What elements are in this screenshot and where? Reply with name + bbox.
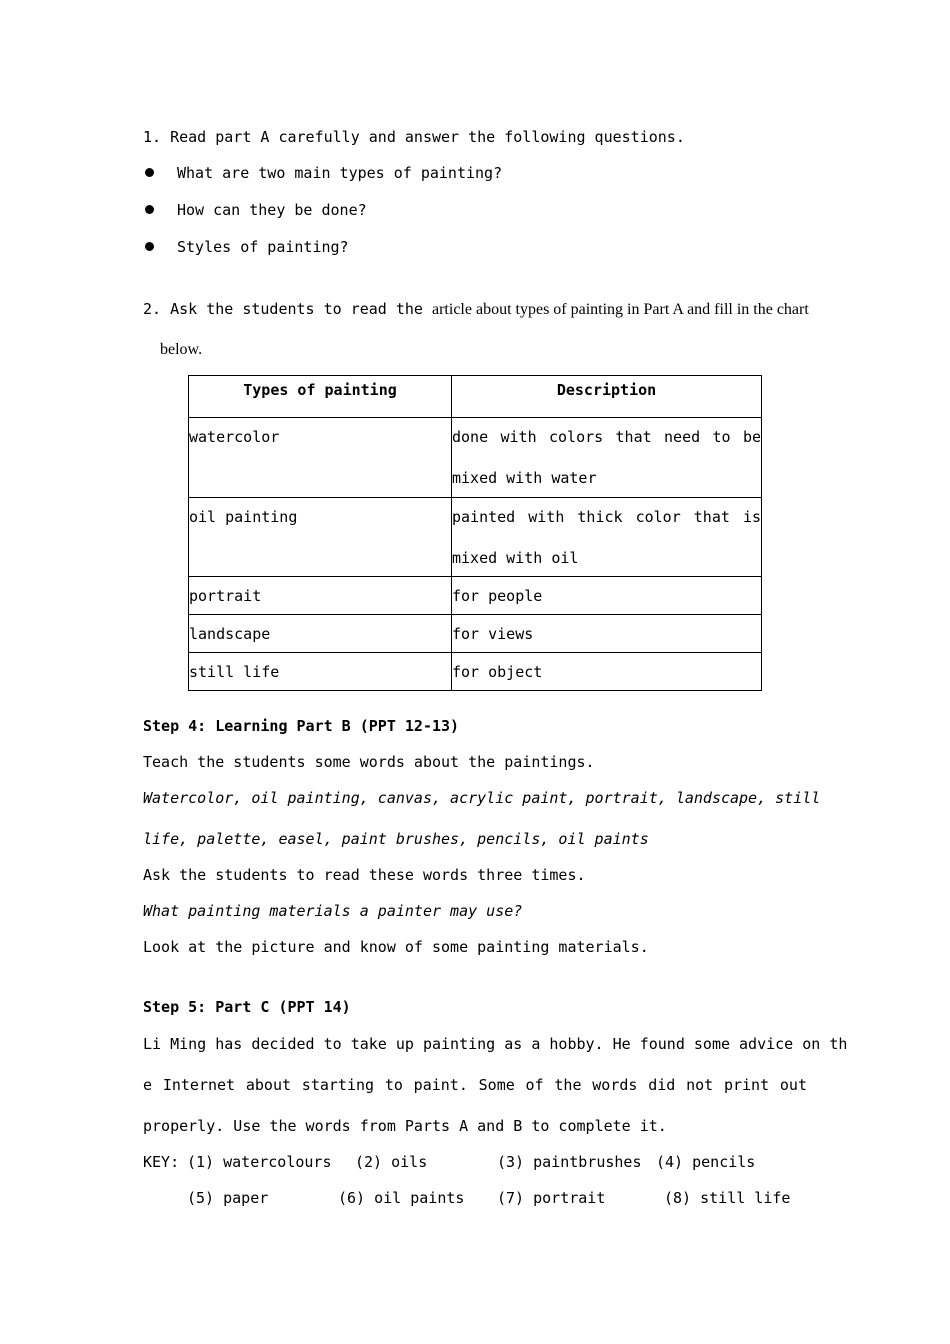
key-label: KEY:: [143, 1153, 180, 1171]
step-5-paragraph-line-3: properly. Use the words from Parts A and B to complete it.: [143, 1117, 667, 1135]
vocabulary-words-line-1: Watercolor, oil painting, canvas, acrylic paint, portrait, landscape, still: [143, 789, 821, 807]
key-answer: (4) pencils: [656, 1153, 756, 1171]
key-answer: (3) paintbrushes: [497, 1153, 642, 1171]
key-answer: (8) still life: [664, 1189, 791, 1207]
table-header-row: [189, 376, 762, 418]
bullet-item: How can they be done?: [177, 201, 367, 219]
bullet-icon: [145, 242, 154, 251]
table-cell-description: [452, 498, 762, 577]
bullet-item: Styles of painting?: [177, 238, 349, 256]
bullet-icon: [145, 168, 154, 177]
table-header-description: Description: [452, 376, 762, 418]
table-cell-type: watercolor: [189, 418, 452, 498]
table-cell-type: oil painting: [189, 498, 452, 577]
vocabulary-words-line-2: life, palette, easel, paint brushes, pencils, oil paints: [143, 830, 649, 848]
painting-types-table: [188, 375, 762, 691]
key-answer: (6) oil paints: [338, 1189, 465, 1207]
description-line: painted with thick color that is: [452, 508, 761, 526]
question-2-intro-cont: below.: [160, 341, 203, 358]
table-row: [189, 498, 762, 577]
table-row: [189, 418, 762, 498]
table-row: [189, 577, 762, 615]
step-5-heading: Step 5: Part C (PPT 14): [143, 998, 351, 1016]
table-cell-description: for object: [452, 653, 762, 691]
step-4-line: Look at the picture and know of some painting materials.: [143, 938, 649, 956]
question-2-intro: [143, 299, 809, 320]
step-4-line: Ask the students to read these words three times.: [143, 866, 586, 884]
description-line: done with colors that need to be: [452, 428, 761, 446]
description-line: mixed with oil: [452, 549, 579, 567]
step-5-paragraph-line-1: Li Ming has decided to take up painting as a hobby. He found some advice on th: [143, 1035, 848, 1053]
key-answer: (5) paper: [187, 1189, 269, 1207]
table-cell-type: landscape: [189, 615, 452, 653]
table-cell-type: portrait: [189, 577, 452, 615]
step-4-line: Teach the students some words about the paintings.: [143, 753, 595, 771]
key-answer: (7) portrait: [497, 1189, 606, 1207]
step-5-paragraph-line-2: e Internet about starting to paint. Some of the words did not print out: [143, 1076, 807, 1094]
bullet-item: What are two main types of painting?: [177, 164, 503, 182]
step-4-question: What painting materials a painter may use?: [143, 902, 523, 920]
table-cell-description: for people: [452, 577, 762, 615]
question-2-intro-serif: article about types of painting in Part A and fill in the chart: [432, 301, 809, 318]
table-header-type: Types of painting: [189, 376, 452, 418]
step-4-heading: Step 4: Learning Part B (PPT 12-13): [143, 717, 460, 735]
key-answer: (1) watercolours: [187, 1153, 332, 1171]
table-cell-type: still life: [189, 653, 452, 691]
key-answer: (2) oils: [355, 1153, 428, 1171]
table-cell-description: [452, 418, 762, 498]
bullet-icon: [145, 205, 154, 214]
table-cell-description: for views: [452, 615, 762, 653]
description-line: mixed with water: [452, 469, 597, 487]
question-1-heading: 1. Read part A carefully and answer the following questions.: [143, 128, 685, 146]
table-row: [189, 653, 762, 691]
question-2-intro-mono: 2. Ask the students to read the: [143, 300, 423, 318]
table-row: [189, 615, 762, 653]
